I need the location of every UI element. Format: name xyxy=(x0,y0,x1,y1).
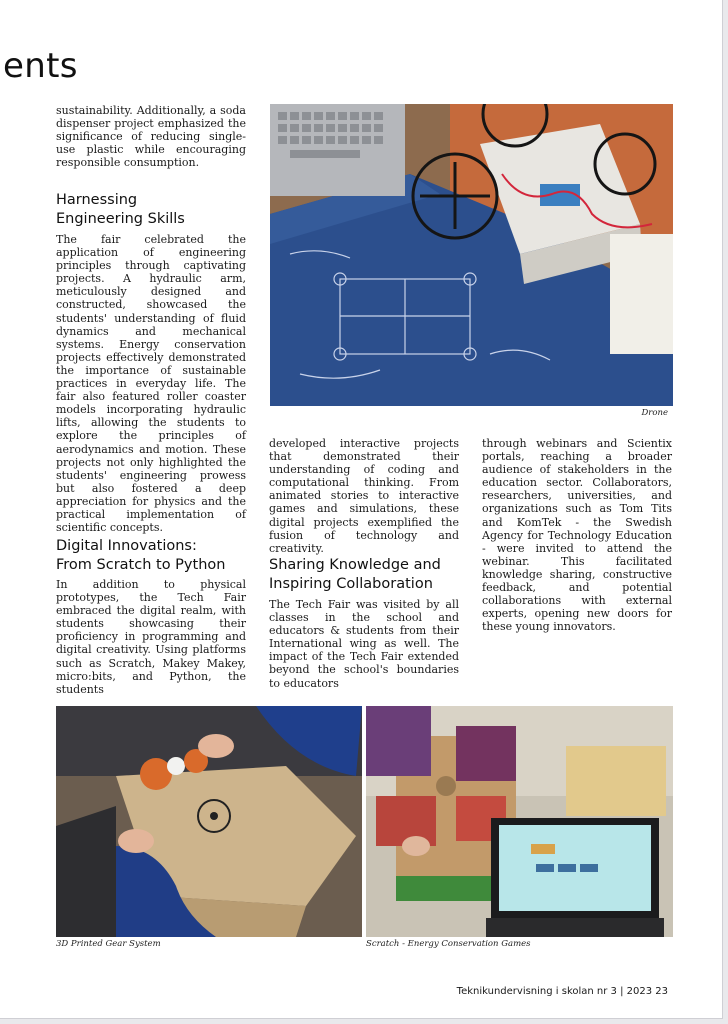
heading-digital-line2: From Scratch to Python xyxy=(56,557,226,573)
scratch-games-illustration xyxy=(366,706,673,937)
heading-sharing-line2: Inspiring Collaboration xyxy=(269,576,433,592)
intro-paragraph: sustainability. Additionally, a soda dispenser project emphasized the significance of reducing single-use plastic while encouraging responsible consumption. xyxy=(56,104,246,170)
heading-digital-line1: Digital Innovations: xyxy=(56,538,197,554)
gear-system-photo xyxy=(56,706,362,937)
page-footer: Teknikundervisning i skolan nr 3 | 2023 23 xyxy=(456,986,668,997)
heading-engineering-line1: Harnessing xyxy=(56,192,138,208)
sharing-paragraph: The Tech Fair was visited by all classes in the school and educators & students from their International wing as well. The impact of the Tech Fair extended beyond the school's boundaries to educators xyxy=(269,598,459,690)
digital-paragraph: In addition to physical prototypes, the Tech Fair embraced the digital realm, with students showcasing their proficiency in programming and digital creativity. Using platforms such as Scratch, Makey Makey, micro:bits, and Python, the students xyxy=(56,578,246,696)
column2-continued-paragraph: developed interactive projects that demonstrated their understanding of coding and computational thinking. From animated stories to interactive games and simulations, these digital projects exemplified the fusion of technology and creativity. xyxy=(269,437,459,555)
scratch-games-photo xyxy=(366,706,673,937)
scratch-caption: Scratch - Energy Conservation Games xyxy=(366,939,531,949)
section-headword: ents xyxy=(3,46,78,86)
gear-system-illustration xyxy=(56,706,362,937)
heading-sharing-line1: Sharing Knowledge and xyxy=(269,557,441,573)
drone-caption: Drone xyxy=(641,408,668,418)
column3-continued-paragraph: through webinars and Scientix portals, reaching a broader audience of stakeholders in the education sector. Collaborators, researchers, universities, and organizations such as Tom Tits and KomTek - the Swedish Agency for Technology Education - were invited to attend the webinar. This facilitated knowledge sharing, constructive feedback, and potential collaborations with external experts, opening new doors for these young innovators. xyxy=(482,437,672,634)
heading-digital xyxy=(56,537,261,575)
drone-photo xyxy=(270,104,673,406)
gear-caption: 3D Printed Gear System xyxy=(56,939,161,949)
heading-engineering-line2: Engineering Skills xyxy=(56,211,185,227)
heading-engineering xyxy=(56,191,256,229)
heading-sharing xyxy=(269,556,469,594)
engineering-paragraph: The fair celebrated the application of engineering principles through captivating projects. A hydraulic arm, meticulously designed and constructed, showcased the students' understanding of fluid dynamics and mechanical systems. Energy conservation projects effectively demonstrated the importance of sustainable practices in everyday life. The fair also featured roller coaster models incorporating hydraulic lifts, allowing the students to explore the principles of aerodynamics and motion. These projects not only highlighted the students' engineering prowess but also fostered a deep appreciation for physics and the practical implementation of scientific concepts. xyxy=(56,233,246,535)
drone-illustration xyxy=(270,104,673,406)
